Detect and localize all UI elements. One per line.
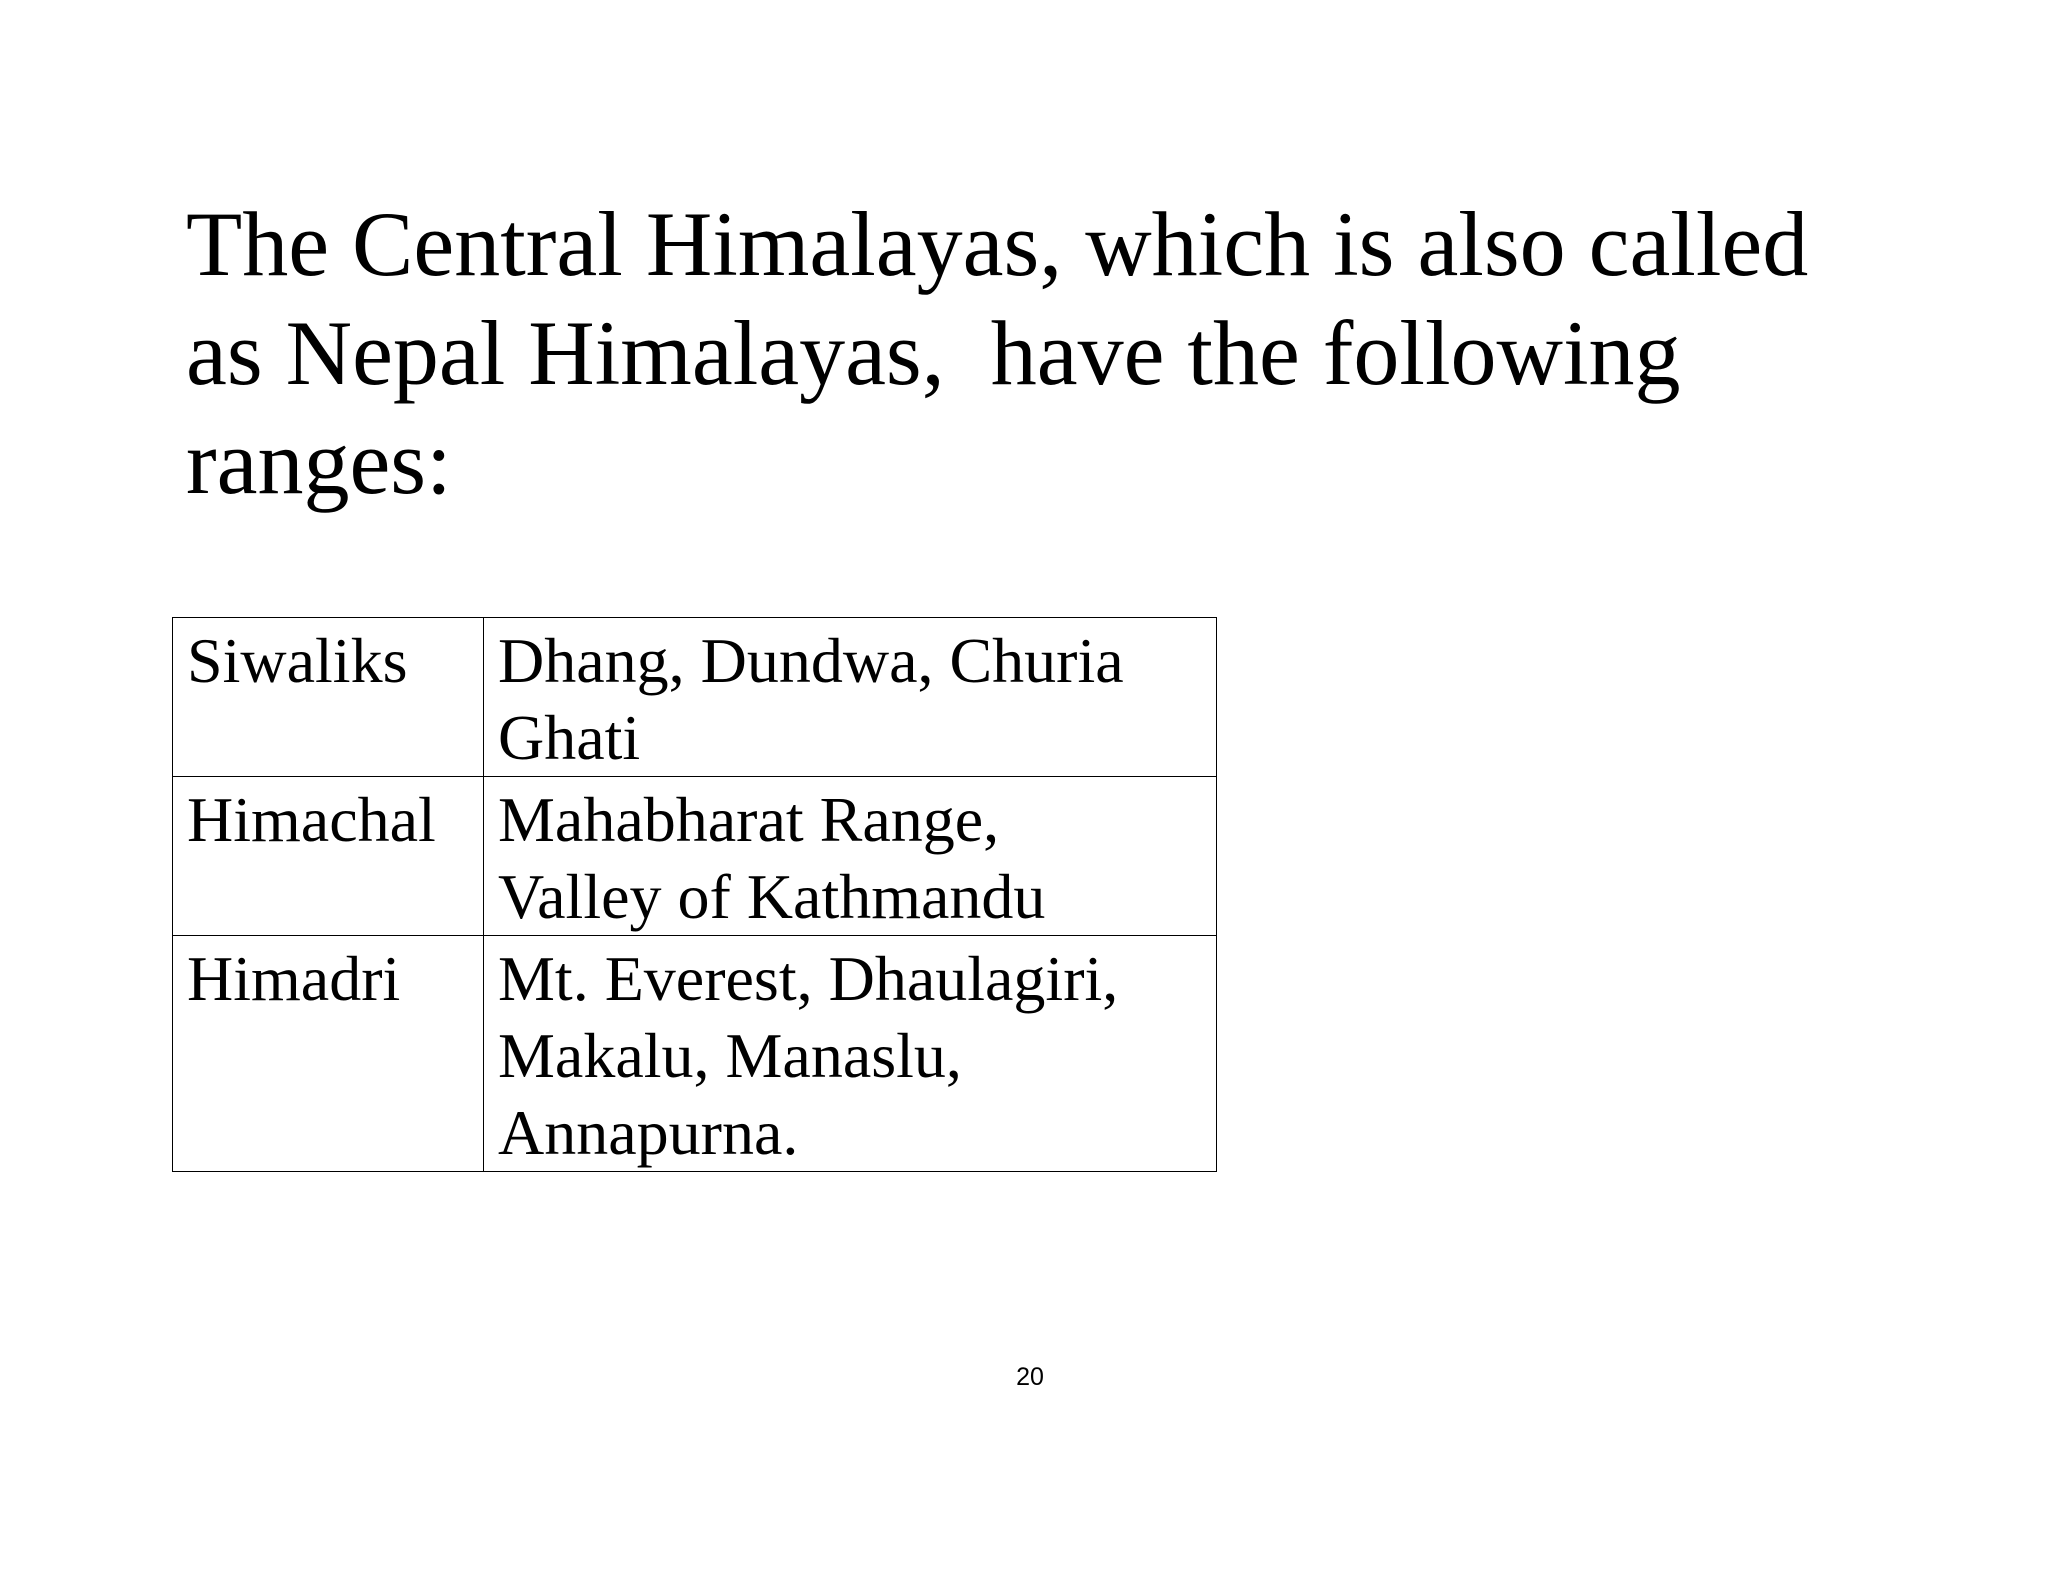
- range-places-cell: [484, 777, 1217, 936]
- range-name-cell: Himachal: [173, 777, 484, 936]
- places-line: Makalu, Manaslu,: [498, 1020, 962, 1091]
- ranges-table: [172, 617, 1217, 1172]
- places-line: Valley of Kathmandu: [498, 861, 1046, 932]
- range-places-cell: [484, 618, 1217, 777]
- places-line: Ghati: [498, 702, 641, 773]
- range-places-cell: [484, 936, 1217, 1172]
- table-row: [173, 936, 1217, 1172]
- places-line: Mt. Everest, Dhaulagiri,: [498, 943, 1119, 1014]
- range-name-cell: Himadri: [173, 936, 484, 1172]
- places-line: Dhang, Dundwa, Churia: [498, 625, 1124, 696]
- places-line: Annapurna.: [498, 1097, 799, 1168]
- places-line: Mahabharat Range,: [498, 784, 1000, 855]
- page-heading: [186, 190, 1906, 517]
- heading-line: The Central Himalayas, which is also called: [186, 193, 1809, 295]
- page-number: 20: [1016, 1363, 1044, 1391]
- table-row: [173, 777, 1217, 936]
- heading-line: as Nepal Himalayas, have the following: [186, 302, 1681, 404]
- table-row: [173, 618, 1217, 777]
- heading-line: ranges:: [186, 411, 452, 513]
- range-name-cell: Siwaliks: [173, 618, 484, 777]
